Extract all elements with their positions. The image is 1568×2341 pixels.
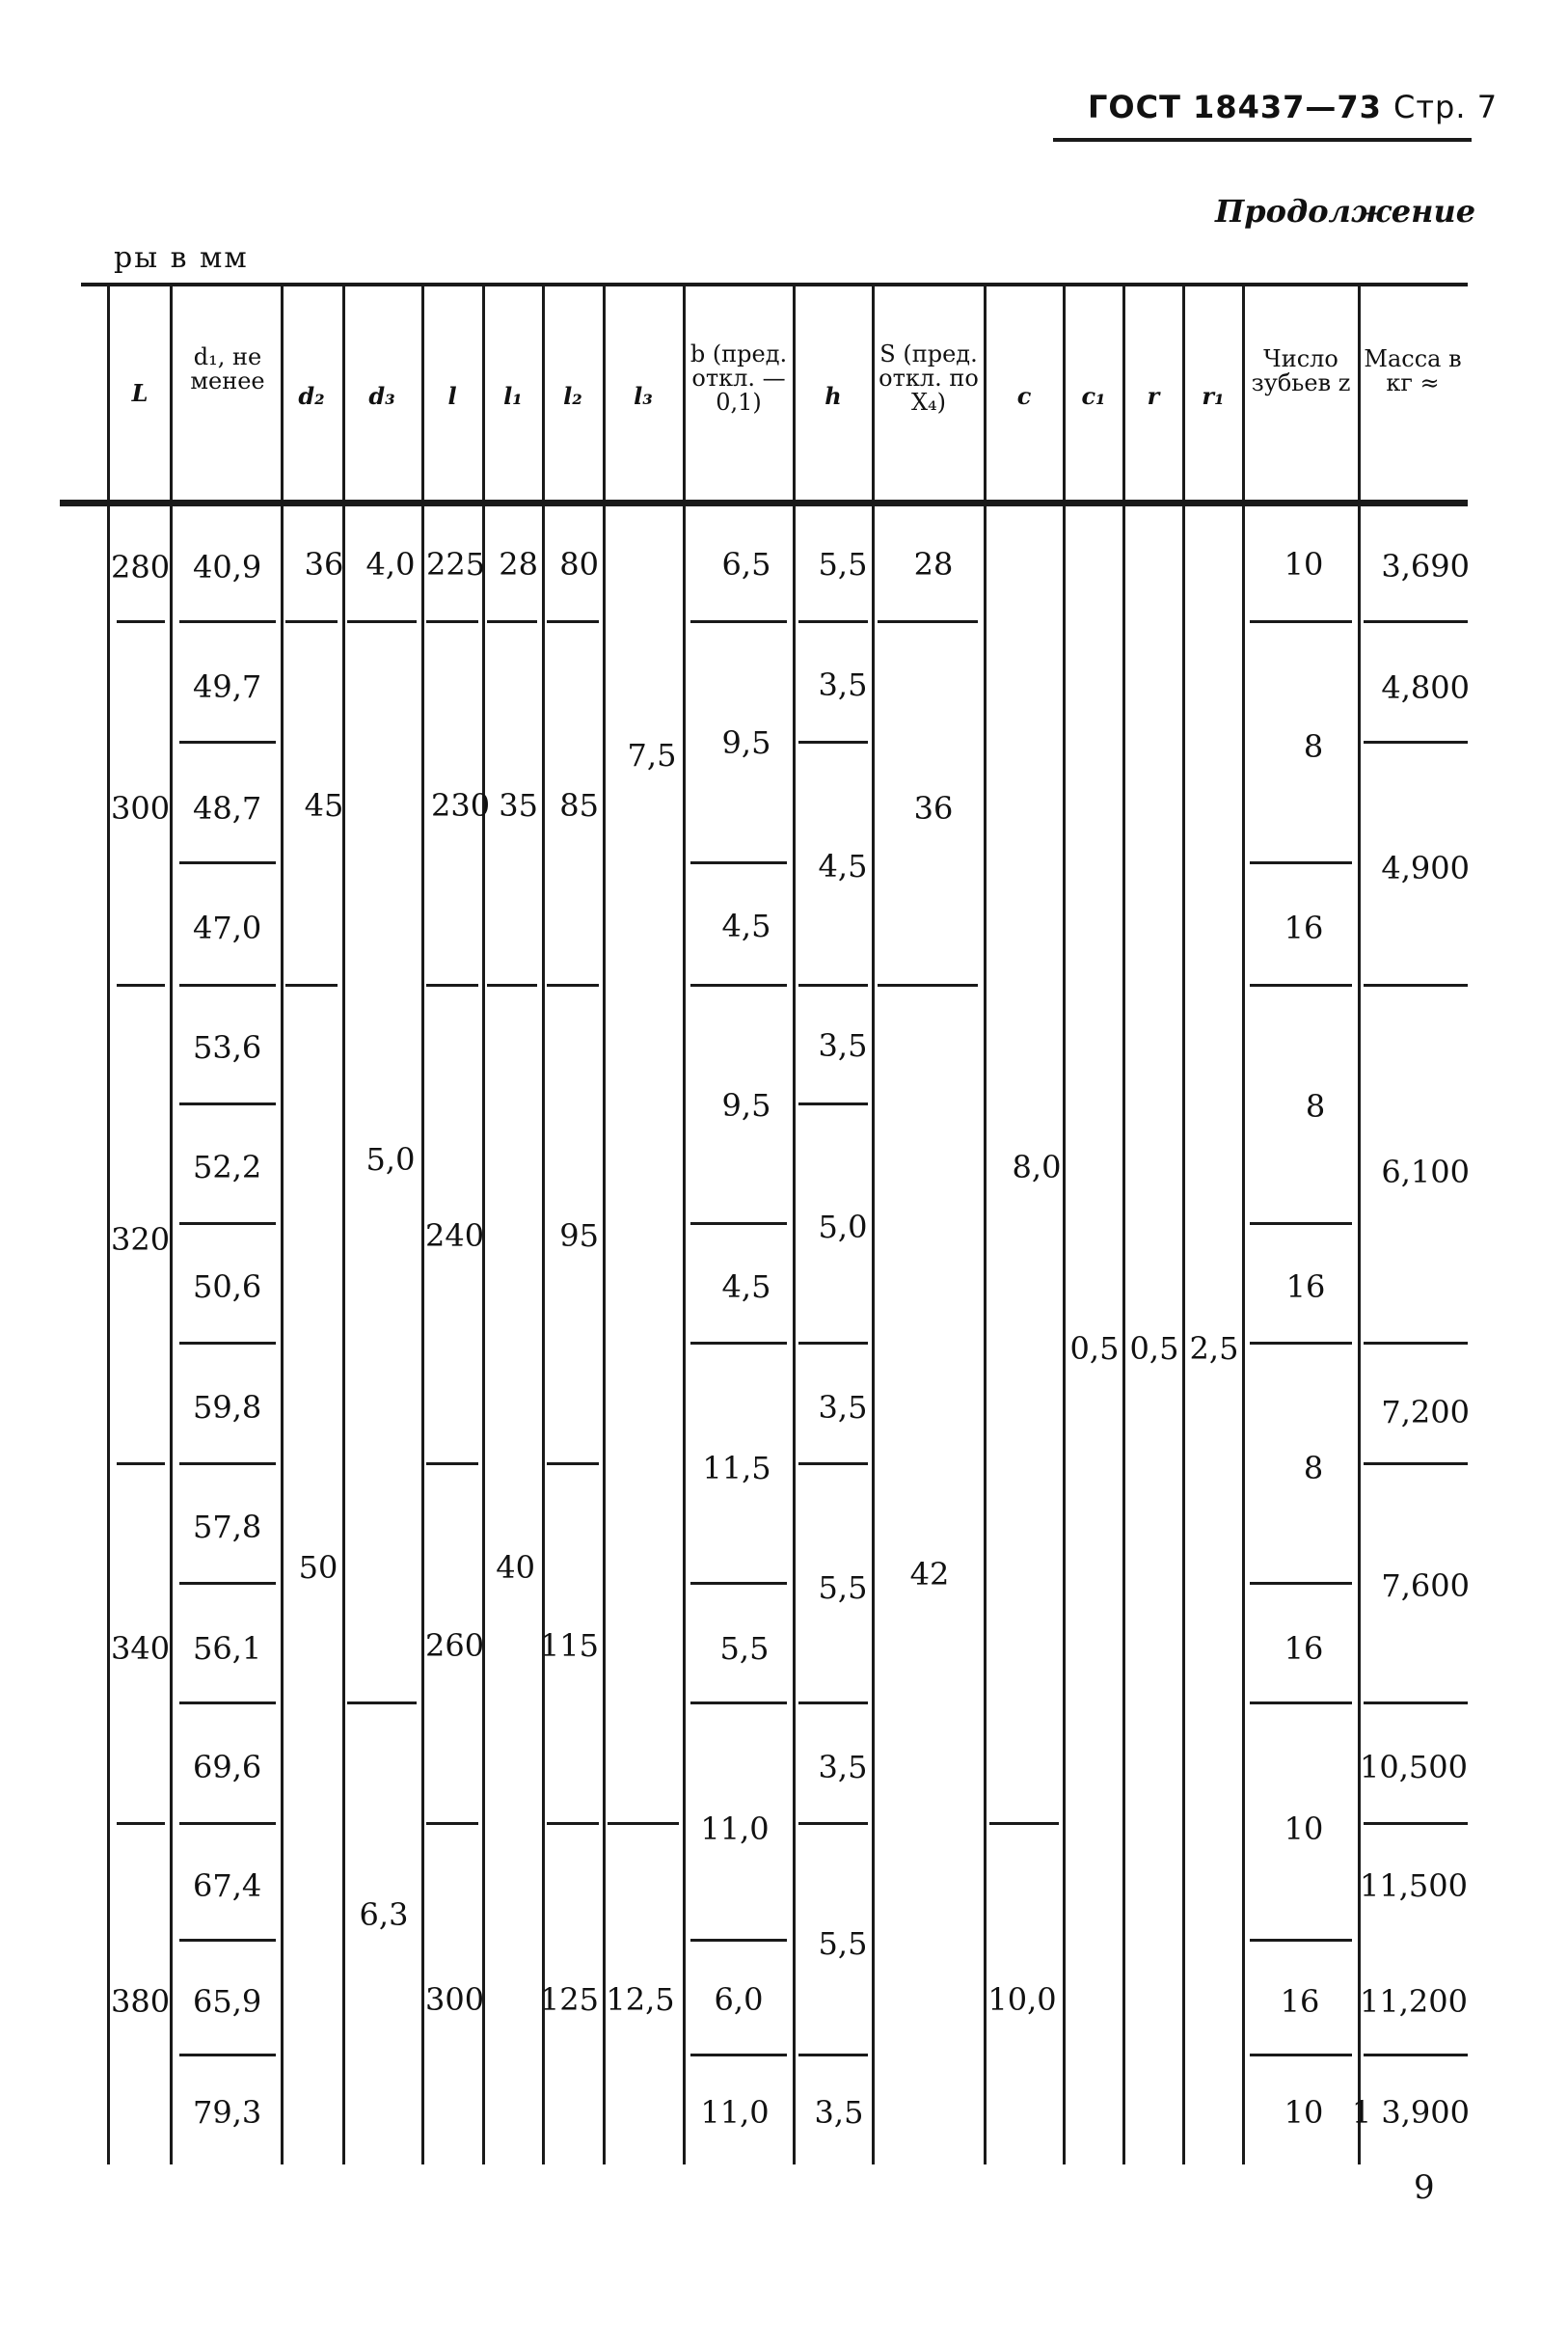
- cell-l2: 115: [539, 1627, 599, 1664]
- row-rule: [1250, 1939, 1352, 1942]
- cell-l: 225: [426, 546, 486, 583]
- row-rule: [179, 984, 276, 987]
- cell-d2: 50: [298, 1549, 338, 1586]
- row-rule: [690, 1582, 787, 1585]
- row-rule: [179, 1342, 276, 1345]
- row-rule: [878, 620, 978, 623]
- cell-l3: 12,5: [606, 1981, 675, 2018]
- cell-S: 28: [913, 546, 954, 583]
- cell-d1: 49,7: [193, 668, 262, 705]
- row-rule: [1250, 2054, 1352, 2056]
- row-rule: [1364, 2054, 1468, 2056]
- table-header-rule: [60, 500, 1468, 506]
- row-rule: [690, 1222, 787, 1225]
- gost-designation: ГОСТ 18437—73 Стр. 7: [1088, 89, 1499, 125]
- col-rule: [793, 286, 796, 2164]
- col-header-c1: c₁: [1081, 382, 1106, 410]
- cell-b: 11,0: [700, 1810, 770, 1847]
- cell-h: 3,5: [818, 1389, 868, 1426]
- cell-mass: 10,500: [1360, 1749, 1468, 1785]
- cell-z: 8: [1305, 1088, 1326, 1125]
- cell-mass: 6,100: [1381, 1154, 1470, 1190]
- cell-d1: 47,0: [193, 910, 262, 946]
- cell-h: 3,5: [814, 2094, 864, 2131]
- continuation-label: Продолжение: [1215, 193, 1476, 230]
- row-rule: [347, 620, 417, 623]
- cell-c: 10,0: [987, 1981, 1057, 2018]
- row-rule: [285, 984, 338, 987]
- col-rule: [1242, 286, 1245, 2164]
- col-header-z: Число зубьев z: [1251, 345, 1351, 396]
- row-rule: [1364, 741, 1468, 744]
- cell-l: 230: [431, 787, 491, 824]
- row-rule: [117, 1822, 165, 1825]
- cell-z: 8: [1303, 728, 1324, 765]
- cell-b: 4,5: [721, 908, 771, 944]
- row-rule: [1364, 1462, 1468, 1465]
- row-rule: [690, 1701, 787, 1704]
- cell-h: 4,5: [818, 848, 868, 885]
- col-rule: [683, 286, 686, 2164]
- row-rule: [547, 1822, 599, 1825]
- col-rule: [1122, 286, 1125, 2164]
- cell-h: 5,5: [818, 546, 868, 583]
- row-rule: [1250, 1342, 1352, 1345]
- row-rule: [1250, 984, 1352, 987]
- cell-mass: 11,500: [1360, 1867, 1468, 1904]
- cell-b: 9,5: [721, 1087, 771, 1124]
- col-header-S: S (пред. откл. по X₄): [879, 340, 979, 416]
- cell-c1: 0,5: [1069, 1330, 1120, 1367]
- cell-mass: 7,200: [1381, 1394, 1470, 1430]
- row-rule: [426, 620, 478, 623]
- row-rule: [179, 1462, 276, 1465]
- cell-z: 16: [1284, 910, 1324, 946]
- cell-b: 11,5: [702, 1450, 771, 1486]
- col-header-l: l: [447, 382, 457, 410]
- row-rule: [179, 1222, 276, 1225]
- row-rule: [1364, 1342, 1468, 1345]
- row-rule: [690, 1342, 787, 1345]
- cell-l3: 7,5: [627, 737, 677, 774]
- row-rule: [1250, 1582, 1352, 1585]
- row-rule: [798, 984, 868, 987]
- row-rule: [117, 984, 165, 987]
- cell-mass: 4,800: [1381, 669, 1470, 706]
- row-rule: [798, 1701, 868, 1704]
- cell-b: 4,5: [721, 1268, 771, 1305]
- row-rule: [179, 1701, 276, 1704]
- row-rule: [179, 1939, 276, 1942]
- row-rule: [798, 1822, 868, 1825]
- cell-d3: 4,0: [365, 546, 416, 583]
- cell-L: 320: [111, 1221, 171, 1258]
- col-rule: [107, 286, 110, 2164]
- row-rule: [179, 1102, 276, 1105]
- row-rule: [690, 2054, 787, 2056]
- cell-l1: 40: [496, 1549, 535, 1586]
- cell-S: 42: [909, 1556, 950, 1592]
- col-rule: [872, 286, 875, 2164]
- cell-d1: 48,7: [193, 790, 262, 827]
- row-rule: [426, 984, 478, 987]
- cell-d3: 6,3: [359, 1896, 409, 1933]
- cell-c: 8,0: [1012, 1149, 1062, 1185]
- row-rule: [117, 1462, 165, 1465]
- cell-L: 380: [111, 1983, 171, 2020]
- cell-l1: 28: [499, 546, 538, 583]
- col-header-d2: d₂: [298, 382, 325, 410]
- cell-h: 3,5: [818, 1749, 868, 1785]
- row-rule: [179, 1582, 276, 1585]
- cell-z: 16: [1284, 1630, 1324, 1667]
- cell-d1: 65,9: [193, 1983, 262, 2020]
- row-rule: [285, 620, 338, 623]
- col-rule: [421, 286, 424, 2164]
- col-rule: [281, 286, 284, 2164]
- row-rule: [1250, 1222, 1352, 1225]
- cell-l: 300: [425, 1981, 485, 2018]
- col-header-d3: d₃: [368, 382, 395, 410]
- row-rule: [798, 620, 868, 623]
- col-rule: [170, 286, 173, 2164]
- cell-L: 340: [111, 1630, 171, 1667]
- col-header-L: L: [131, 379, 149, 407]
- cell-h: 3,5: [818, 667, 868, 703]
- cell-mass: 1 3,900: [1351, 2094, 1470, 2131]
- cell-d3: 5,0: [365, 1141, 416, 1178]
- cell-l: 240: [425, 1217, 485, 1254]
- row-rule: [487, 620, 537, 623]
- row-rule: [608, 1822, 679, 1825]
- cell-z: 10: [1284, 2094, 1324, 2131]
- cell-z: 16: [1285, 1268, 1326, 1305]
- cell-l: 260: [425, 1627, 485, 1664]
- cell-d1: 79,3: [193, 2094, 262, 2131]
- col-header-b: b (пред. откл. —0,1): [689, 340, 788, 416]
- col-header-l1: l₁: [503, 382, 523, 410]
- header-rule: [1053, 138, 1472, 142]
- cell-h: 3,5: [818, 1027, 868, 1064]
- row-rule: [878, 984, 978, 987]
- cell-r: 0,5: [1129, 1330, 1179, 1367]
- row-rule: [179, 620, 276, 623]
- col-header-d1: d₁, не менее: [190, 343, 265, 395]
- row-rule: [426, 1462, 478, 1465]
- cell-d1: 50,6: [193, 1268, 262, 1305]
- cell-d1: 56,1: [193, 1630, 262, 1667]
- cell-d1: 53,6: [193, 1029, 262, 1066]
- cell-b: 5,5: [719, 1630, 770, 1667]
- cell-z: 10: [1284, 546, 1324, 583]
- cell-mass: 7,600: [1381, 1567, 1470, 1604]
- cell-l2: 95: [559, 1217, 599, 1254]
- cell-z: 10: [1284, 1810, 1324, 1847]
- col-rule: [984, 286, 987, 2164]
- cell-l2: 125: [539, 1981, 599, 2018]
- row-rule: [989, 1822, 1059, 1825]
- cell-l2: 85: [559, 787, 599, 824]
- row-rule: [487, 984, 537, 987]
- cell-h: 5,5: [818, 1569, 868, 1606]
- row-rule: [179, 741, 276, 744]
- row-rule: [690, 1939, 787, 1942]
- row-rule: [1364, 1701, 1468, 1704]
- cell-b: 9,5: [721, 724, 771, 761]
- cell-mass: 3,690: [1381, 548, 1470, 585]
- page-number: 9: [1414, 2168, 1435, 2207]
- row-rule: [347, 1701, 417, 1704]
- cell-L: 300: [111, 790, 171, 827]
- cell-d1: 57,8: [193, 1509, 262, 1545]
- col-header-r1: r₁: [1202, 382, 1225, 410]
- row-rule: [547, 984, 599, 987]
- col-header-c: c: [1016, 382, 1032, 410]
- cell-l2: 80: [559, 546, 599, 583]
- cell-mass: 4,900: [1381, 850, 1470, 886]
- row-rule: [117, 620, 165, 623]
- cell-r1: 2,5: [1189, 1330, 1239, 1367]
- row-rule: [179, 2054, 276, 2056]
- row-rule: [1364, 620, 1468, 623]
- row-rule: [690, 861, 787, 864]
- row-rule: [179, 861, 276, 864]
- row-rule: [798, 1462, 868, 1465]
- cell-h: 5,0: [818, 1209, 868, 1245]
- cell-d2: 36: [304, 546, 344, 583]
- col-header-l3: l₃: [634, 382, 653, 410]
- col-rule: [542, 286, 545, 2164]
- row-rule: [1250, 861, 1352, 864]
- cell-d1: 40,9: [193, 549, 262, 585]
- cell-mass: 11,200: [1360, 1983, 1468, 2020]
- col-rule: [1063, 286, 1066, 2164]
- table-top-rule: [81, 283, 1468, 286]
- cell-z: 16: [1280, 1983, 1320, 2020]
- col-rule: [603, 286, 606, 2164]
- row-rule: [690, 620, 787, 623]
- cell-d1: 59,8: [193, 1389, 262, 1426]
- col-header-r: r: [1147, 382, 1160, 410]
- cell-L: 280: [111, 549, 171, 585]
- row-rule: [179, 1822, 276, 1825]
- row-rule: [798, 1102, 868, 1105]
- row-rule: [798, 741, 868, 744]
- col-header-mass: Масса в кг ≈: [1364, 345, 1462, 396]
- cell-S: 36: [913, 790, 954, 827]
- row-rule: [1364, 984, 1468, 987]
- units-label: ры в мм: [114, 241, 249, 275]
- col-rule: [1182, 286, 1185, 2164]
- col-header-l2: l₂: [563, 382, 582, 410]
- row-rule: [798, 2054, 868, 2056]
- cell-d1: 69,6: [193, 1749, 262, 1785]
- cell-z: 8: [1303, 1450, 1324, 1486]
- cell-d2: 45: [304, 787, 344, 824]
- row-rule: [426, 1822, 478, 1825]
- row-rule: [547, 1462, 599, 1465]
- cell-d1: 67,4: [193, 1867, 262, 1904]
- row-rule: [1250, 620, 1352, 623]
- cell-l1: 35: [499, 787, 538, 824]
- row-rule: [798, 1342, 868, 1345]
- row-rule: [690, 984, 787, 987]
- cell-d1: 52,2: [193, 1149, 262, 1185]
- cell-b: 6,0: [714, 1981, 764, 2018]
- col-header-h: h: [825, 382, 842, 410]
- row-rule: [547, 620, 599, 623]
- cell-b: 11,0: [700, 2094, 770, 2131]
- cell-h: 5,5: [818, 1925, 868, 1962]
- row-rule: [1364, 1822, 1468, 1825]
- cell-b: 6,5: [721, 546, 771, 583]
- row-rule: [1250, 1701, 1352, 1704]
